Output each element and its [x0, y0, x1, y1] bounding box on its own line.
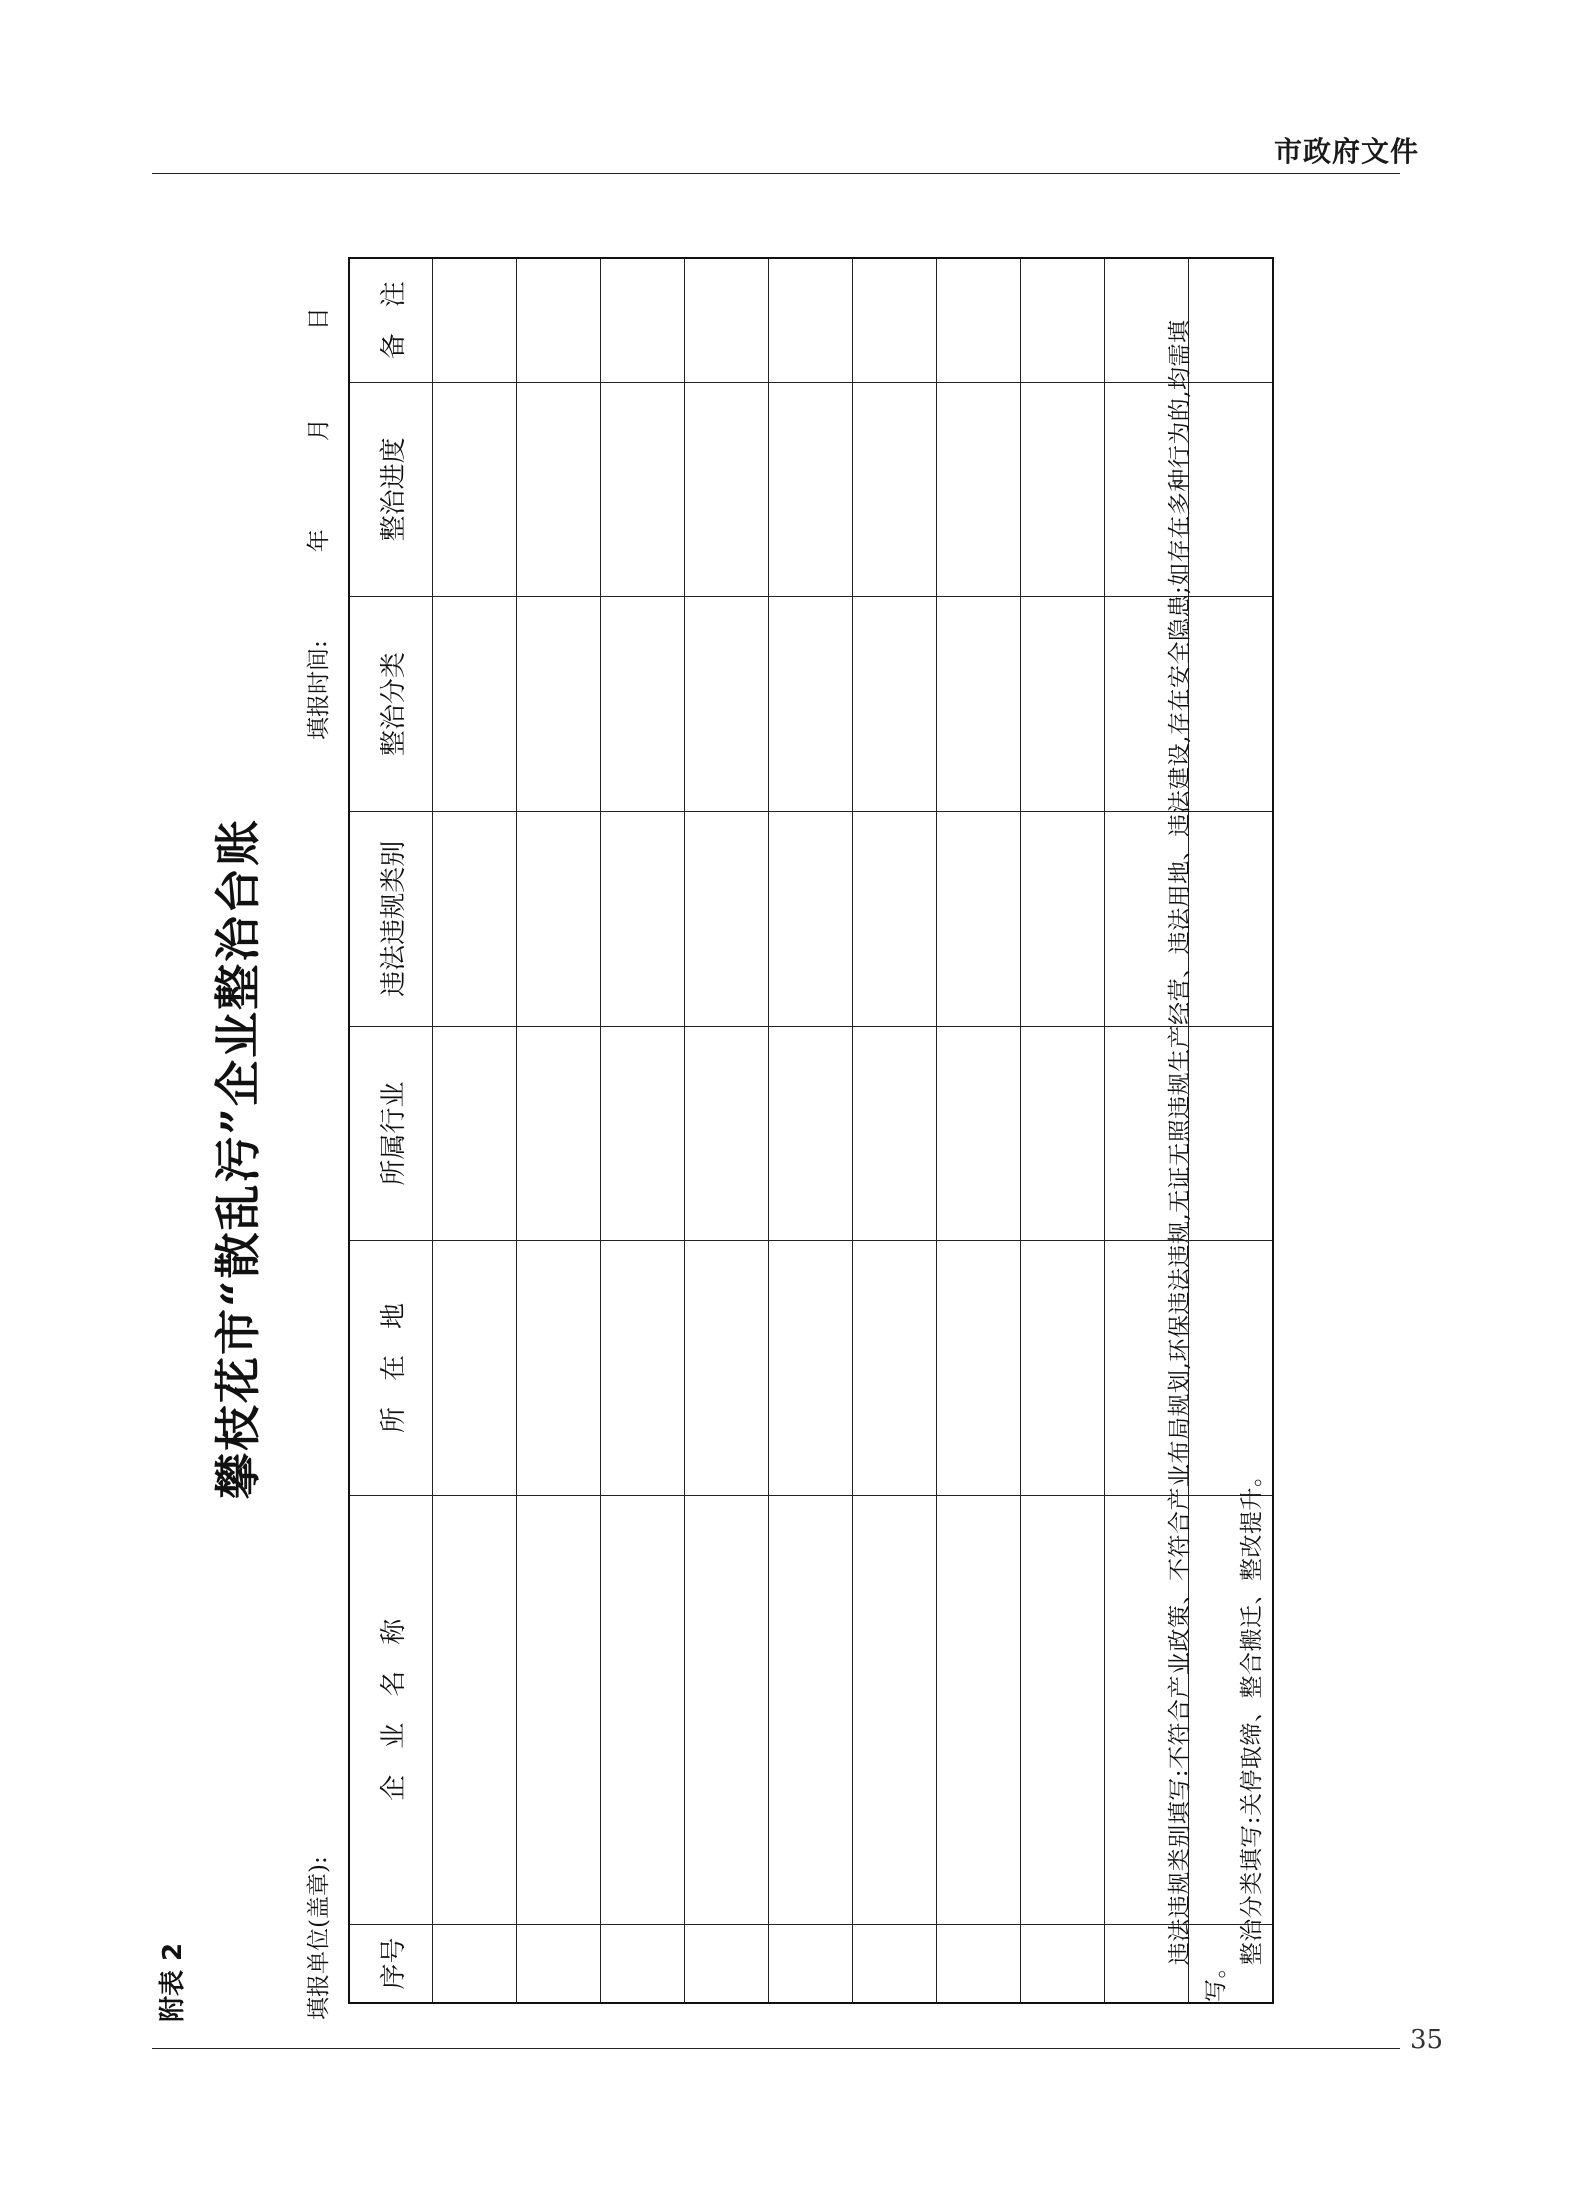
header-rule [152, 173, 1400, 174]
header-remarks: 备 注 [349, 258, 433, 382]
table-cell[interactable] [769, 597, 853, 812]
header-industry: 所属行业 [349, 1026, 433, 1241]
table-cell[interactable] [601, 382, 685, 597]
table-cell[interactable] [1021, 1495, 1105, 1924]
table-cell[interactable] [1021, 1924, 1105, 2003]
table-cell[interactable] [601, 258, 685, 382]
table-cell[interactable] [937, 1026, 1021, 1241]
table-cell[interactable] [517, 1241, 601, 1495]
header-violation-type: 违法违规类别 [349, 811, 433, 1026]
fill-time-day: 日 [306, 307, 332, 331]
footer-rule [152, 2048, 1400, 2049]
table-cell[interactable] [853, 811, 937, 1026]
table-cell[interactable] [685, 1924, 769, 2003]
table-cell[interactable] [937, 597, 1021, 812]
table-cell[interactable] [433, 1495, 517, 1924]
table-cell[interactable] [685, 382, 769, 597]
table-cell[interactable] [685, 258, 769, 382]
fill-time-label: 填报时间: [306, 640, 332, 740]
header-enterprise-name: 企 业 名 称 [349, 1495, 433, 1924]
table-cell[interactable] [685, 1241, 769, 1495]
table-cell[interactable] [769, 811, 853, 1026]
header-label: 市政府文件 [1273, 135, 1419, 168]
table-cell[interactable] [937, 1495, 1021, 1924]
table-cell[interactable] [685, 597, 769, 812]
fill-time [300, 307, 333, 740]
fill-time-month: 月 [306, 418, 332, 442]
table-cell[interactable] [601, 811, 685, 1026]
table-cell[interactable] [769, 258, 853, 382]
table-row [601, 258, 685, 2003]
table-cell[interactable] [937, 258, 1021, 382]
table-row [1021, 258, 1105, 2003]
table-row [853, 258, 937, 2003]
note-violation-type: 违法违规类别填写:不符合产业政策、不符合产业布局规划,环保违法违规,无证无照违规生产经营、违法用地、违法建设,存在安全隐患;如存在多种行为的,均需填写。 [1167, 319, 1229, 2002]
table-cell[interactable] [517, 258, 601, 382]
table-cell[interactable] [685, 1026, 769, 1241]
landscape-sheet [150, 257, 1450, 2060]
table-cell[interactable] [769, 382, 853, 597]
table-cell[interactable] [433, 258, 517, 382]
table-cell[interactable] [517, 597, 601, 812]
table-cell[interactable] [769, 1026, 853, 1241]
table-cell[interactable] [517, 1495, 601, 1924]
table-cell[interactable] [853, 1924, 937, 2003]
table-cell[interactable] [1021, 1241, 1105, 1495]
table-cell[interactable] [601, 1026, 685, 1241]
table-cell[interactable] [517, 1924, 601, 2003]
table-cell[interactable] [601, 597, 685, 812]
table-cell[interactable] [937, 1924, 1021, 2003]
table-cell[interactable] [1021, 1026, 1105, 1241]
table-cell[interactable] [433, 1241, 517, 1495]
table-cell[interactable] [601, 1924, 685, 2003]
table-cell[interactable] [769, 1924, 853, 2003]
table-cell[interactable] [433, 1026, 517, 1241]
rectification-ledger-table [348, 257, 1274, 2004]
table-cell[interactable] [1021, 382, 1105, 597]
table-row [517, 258, 601, 2003]
table-cell[interactable] [1021, 811, 1105, 1026]
table-cell[interactable] [601, 1495, 685, 1924]
table-cell[interactable] [685, 811, 769, 1026]
header-rectify-category: 整治分类 [349, 597, 433, 812]
table-cell[interactable] [685, 1495, 769, 1924]
table-cell[interactable] [937, 382, 1021, 597]
notes [1162, 302, 1270, 2002]
table-row [433, 258, 517, 2003]
table-cell[interactable] [433, 597, 517, 812]
table-cell[interactable] [433, 382, 517, 597]
table-row [685, 258, 769, 2003]
table-cell[interactable] [1021, 258, 1105, 382]
table-cell[interactable] [433, 1924, 517, 2003]
table-row [769, 258, 853, 2003]
table-cell[interactable] [853, 1495, 937, 1924]
table-cell[interactable] [853, 1026, 937, 1241]
table-cell[interactable] [433, 811, 517, 1026]
table-cell[interactable] [517, 811, 601, 1026]
table-cell[interactable] [853, 597, 937, 812]
table-cell[interactable] [769, 1495, 853, 1924]
table-cell[interactable] [517, 1026, 601, 1241]
table-cell[interactable] [937, 811, 1021, 1026]
table-cell[interactable] [769, 1241, 853, 1495]
table-cell[interactable] [853, 1241, 937, 1495]
table-cell[interactable] [601, 1241, 685, 1495]
attachment-label: 附表 2 [158, 1942, 188, 2022]
table-row [937, 258, 1021, 2003]
table-header-row [349, 258, 433, 2003]
table-cell[interactable] [853, 258, 937, 382]
fill-unit-label: 填报单位(盖章): [306, 1856, 332, 2020]
table-cell[interactable] [853, 382, 937, 597]
header-progress: 整治进度 [349, 382, 433, 597]
note-rectify-category: 整治分类填写:关停取缔、整合搬迁、整改提升。 [1239, 1463, 1265, 1966]
header-no: 序号 [349, 1924, 433, 2003]
table-cell[interactable] [1021, 597, 1105, 812]
table-cell[interactable] [517, 382, 601, 597]
table-body [433, 258, 1274, 2003]
document-title: 攀枝花市“散乱污”企业整治台账 [211, 818, 265, 1499]
header-location: 所 在 地 [349, 1241, 433, 1495]
fill-time-year: 年 [306, 529, 332, 553]
page-number: 35 [1410, 2025, 1444, 2055]
table-cell[interactable] [937, 1241, 1021, 1495]
